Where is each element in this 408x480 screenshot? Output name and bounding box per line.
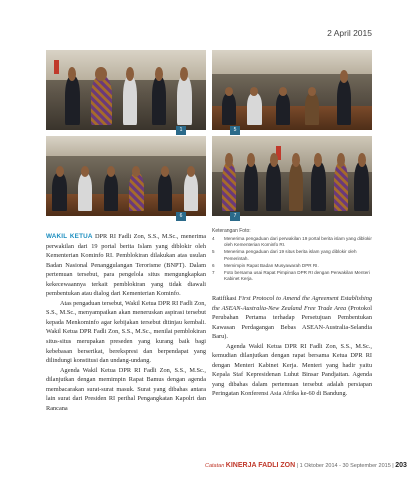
photo-bottom-left: [46, 136, 206, 216]
caption-item: 5 Menerima pengaduan dari 19 situs berita islam yang diblokir oleh Pemerintah.: [212, 249, 357, 261]
article-paragraph-4: Ratifikasi First Protocol to Amend the Agreement Establishing the ASEAN-Australia-New Zealand Free Trade Area (Protokol Perubahan Pertama terhadap Persetujuan Pembentukan Kawasan Perdagangan Bebas ASEAN-Australia-Selandia Baru).: [212, 295, 372, 341]
photo-top-right: [212, 50, 372, 130]
photo-tag-1: 1: [176, 126, 186, 135]
photo-tag-6: 6: [176, 212, 186, 221]
article-paragraph-3: Agenda Wakil Ketua DPR RI Fadli Zon, S.S., M.Sc., dilanjutkan dengan memimpin Rapat Bamus dengan agenda membacarakan surat-surat masuk. Surat yang dibahas antara lain surat dari Presiden RI perihal Pengangkatan Kapolri dan Rancana: [46, 366, 206, 412]
article-left-column: [46, 232, 206, 413]
article-paragraph-2: Atas pengaduan tersebut, Wakil Ketua DPR RI Fadli Zon, S.S., M.Sc., menyampaikan akan meneruskan aspirasi tersebut kepada Menkominfo agar kebijakan tersebut ditinjau kembali. Wakil Ketua DPR Fadli Zon, S.S., M.Sc., menilai pemblokiran situs-situs merupakan preseden yang kurang baik bagi kebebasan berserikat, berekspresi dan berpendapat yang dilindungi konstitusi dan undang-undang.: [46, 299, 206, 365]
caption-item: 7 Foto bersama usai Rapat Pimpinan DPR RI dengan Perwakilan Menteri Kabinet Kerja.: [212, 270, 370, 282]
footer-prefix: Catatan: [205, 463, 226, 469]
article-paragraph-5: Agenda Wakil Ketua DPR RI Fadli Zon, S.S., M.Sc., kemudian dilanjutkan dengan rapat bersama Ketua DPR RI dengan Menteri Kabinet Kerja. Menteri yang hadir yaitu Kepala Staf Kepresidenan Luhut Binsar Pandjaitan. Agenda yang dibahas dalam pertemuan tersebut adalah persiapan Peringatan Konferensi Asia Afrika ke-60 di Bandung.: [212, 342, 372, 398]
caption-item: 4 Menerima pengaduan dari perwakilan 19 portal berita islam yang diblokir oleh Kementerian Kominfo RI.: [212, 236, 372, 248]
page-date: 2 April 2015: [327, 28, 372, 38]
footer-range: | 1 Oktober 2014 - 30 September 2015 |: [295, 463, 396, 469]
article-paragraph-1: WAKIL KETUA DPR RI Fadli Zon, S.S., M.Sc., menerima perwakilan dari 19 portal berita Islam yang diblokir oleh Kementerian Kominfo RI. Pemblokiran dilakukan atas usulan Badan Nasional Penanggulangan Terorisme (BNPT). Dalam pertemuan tersebut, para pengelola situs mengungkapkan kekecewaannya terkait pemblokiran yang tidak diawali pembentukan atau dialog dari Kementerian Kominfo.: [46, 233, 207, 298]
photo-tag-5: 5: [230, 126, 240, 135]
page-footer: [205, 462, 407, 469]
footer-title: KINERJA FADLI ZON: [225, 462, 296, 469]
article-right-column: [212, 294, 372, 399]
captions-title: Keterangan Foto:: [212, 228, 251, 234]
lead-in: WAKIL KETUA: [46, 233, 93, 240]
photo-top-left: [46, 50, 206, 130]
photo-tag-7: 7: [230, 212, 240, 221]
page-number: 203: [395, 462, 407, 469]
photo-bottom-right: [212, 136, 372, 216]
photo-captions: [212, 228, 372, 283]
caption-item: 6 Memimpin Rapat Badan Musyawarah DPR RI.: [212, 262, 319, 268]
